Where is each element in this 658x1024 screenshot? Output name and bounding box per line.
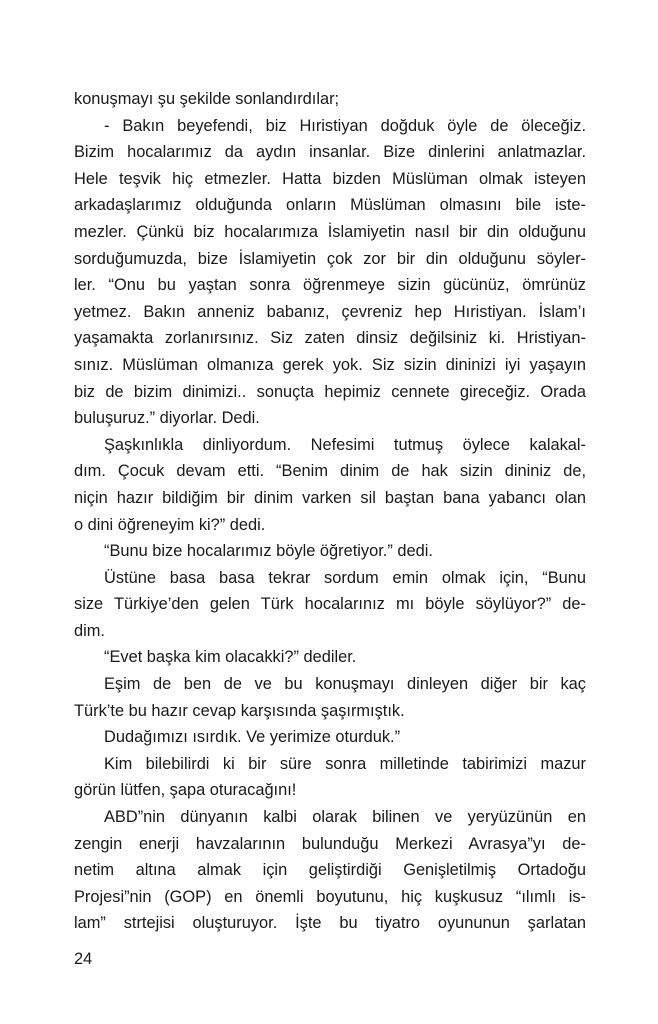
text-line: Hele teşvik hiç etmezler. Hatta bizden Müslüman olmak isteyen (74, 169, 586, 188)
text-line: “Bunu bize hocalarımız böyle öğretiyor.” dedi. (104, 542, 433, 561)
text-line: lam” strtejisi oluşturuyor. İşte bu tiyatro oyununun şarlatan (74, 914, 586, 933)
text-line: Kim bilebilirdi ki bir süre sonra milletinde tabirimizi mazur (104, 754, 586, 773)
text-line: Bizim hocalarımız da aydın insanlar. Bize dinlerini anlatmazlar. (74, 143, 586, 162)
text-line: netim altına almak için geliştirdiği Genişletilmiş Ortadoğu (74, 861, 586, 880)
text-line: zengin enerji havzalarının bulunduğu Merkezi Avrasya”yı de- (74, 834, 586, 853)
text-line: o dini öğreneyim ki?” dedi. (74, 515, 266, 534)
text-line: yaşamakta zorlanırsınız. Siz zaten dinsiz değilsiniz ki. Hristiyan- (74, 329, 586, 348)
text-line: dim. (74, 621, 105, 640)
text-line: “Evet başka kim olacakki?” dediler. (104, 648, 357, 667)
text-line: Şaşkınlıkla dinliyordum. Nefesimi tutmuş öylece kalakal- (104, 435, 586, 454)
text-line: ABD”nin dünyanın kalbi olarak bilinen ve yeryüzünün en (104, 808, 586, 827)
text-line: yetmez. Bakın anneniz babanız, çevreniz hep Hıristiyan. İslam’ı (74, 302, 586, 321)
text-line: - Bakın beyefendi, biz Hıristiyan doğduk öyle de öleceğiz. (104, 116, 586, 135)
text-line: konuşmayı şu şekilde sonlandırdılar; (74, 90, 340, 108)
text-line: Dudağımızı ısırdık. Ve yerimize oturduk.” (104, 728, 401, 747)
text-line: sınız. Müslüman olmanıza gerek yok. Siz sizin dininizi iyi yaşayın (74, 355, 586, 374)
text-line: arkadaşlarımız olduğunda onların Müslüman olmasını bile iste- (74, 196, 586, 215)
text-line: ler. “Onu bu yaştan sonra öğrenmeye sizin gücünüz, ömrünüz (74, 276, 586, 295)
text-line: Türk’te bu hazır cevap karşısında şaşırmıştık. (74, 701, 405, 720)
text-line: Projesi”nin (GOP) en önemli boyutunu, hiç kuşkusuz “ılımlı is- (74, 887, 586, 906)
body-text (74, 86, 586, 937)
text-line: Üstüne basa basa tekrar sordum emin olmak için, “Bunu (104, 568, 586, 587)
text-line: sorduğumuzda, bize İslamiyetin çok zor bir din olduğunu söyler- (74, 249, 586, 268)
page-number: 24 (74, 950, 93, 968)
text-line: mezler. Çünkü biz hocalarımıza İslamiyetin nasıl bir din olduğunu (74, 222, 586, 241)
text-line: buluşuruz.” diyorlar. Dedi. (74, 409, 260, 428)
text-line: niçin hazır bildiğim bir dinim varken sil baştan bana yabancı olan (74, 488, 586, 507)
text-line: Eşim de ben de ve bu konuşmayı dinleyen diğer bir kaç (104, 675, 586, 694)
text-line: görün lütfen, şapa oturacağını! (74, 781, 297, 800)
text-line: biz de bizim dinimizi.. sonuçta hepimiz cennete gireceğiz. Orada (74, 382, 586, 401)
text-line: dım. Çocuk devam etti. “Benim dinim de hak sizin dininiz de, (74, 462, 586, 481)
text-line: size Türkiye’den gelen Türk hocalarınız mı böyle söylüyor?” de- (74, 595, 586, 614)
